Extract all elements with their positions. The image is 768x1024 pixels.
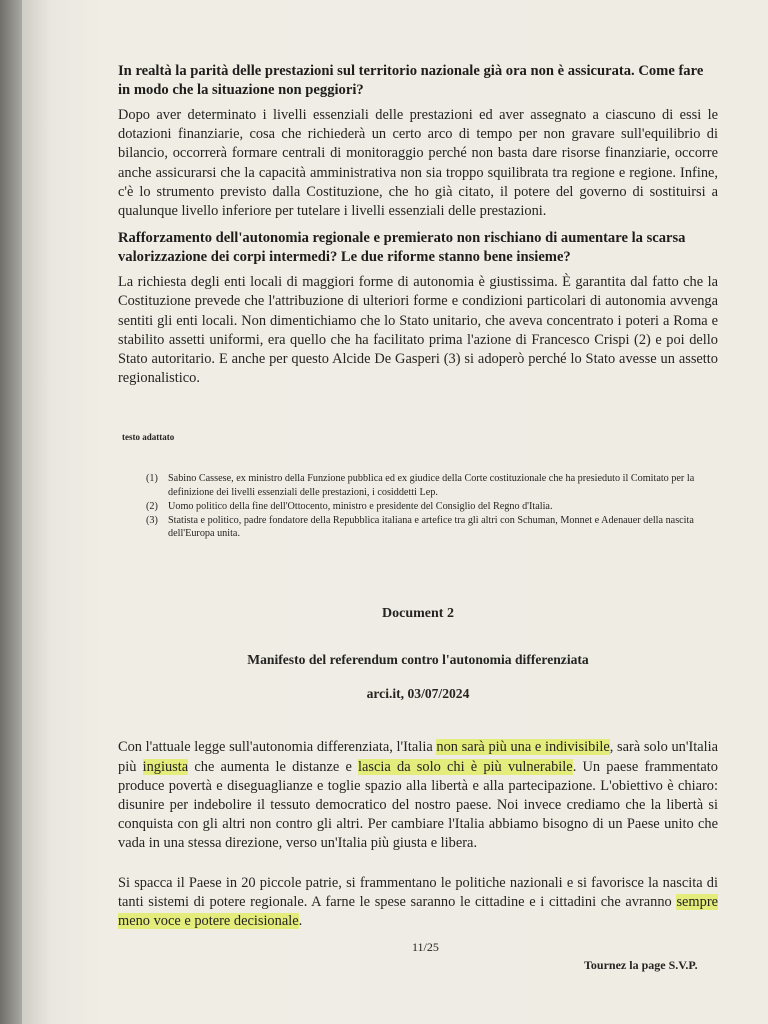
footnote-text: Uomo politico della fine dell'Ottocento, ministro e presidente del Consiglio del Regno d'Italia. [168,500,553,512]
text-run: Si spacca il Paese in 20 piccole patrie, si frammentano le politiche nazionali e si favorisce la nascita di tanti sistemi di potere regionale. A farne le spese saranno le cittadine e i cittadini che avranno [118,874,718,910]
highlighted-text: ingiusta [142,758,189,775]
highlighted-text: non sarà più una e indivisibile [436,739,610,756]
footnote-text: Sabino Cassese, ex ministro della Funzione pubblica ed ex giudice della Corte costituzionale che ha presieduto il Comitato per la definizione dei livelli essenziali delle prestazioni, i cosiddetti Lep. [168,473,695,498]
footnotes [146,472,706,540]
text-run: , sarà solo un'Italia più [118,739,719,775]
page-number: 11/25 [412,940,439,954]
adapted-text-label: testo adattato [122,432,175,443]
footnote-text: Statista e politico, padre fondatore della Repubblica italiana e artefice tra gli altri con Schuman, Monnet e Adenauer della nascita dell'Europa unita. [168,515,694,540]
manifesto-paragraph-2 [118,874,718,932]
interview-question-2: Rafforzamento dell'autonomia regionale e premierato non rischiano di aumentare la scarsa valorizzazione dei corpi intermedi? Le due riforme stanno bene insieme? [118,230,686,266]
footnote [146,500,706,513]
footnote-number: (1) [146,473,158,485]
text-run: Con l'attuale legge sull'autonomia differenziata, l'Italia [118,739,437,756]
footnote [146,472,706,498]
text-run: che aumenta le distanze e [188,758,359,775]
interview-question-1: In realtà la parità delle prestazioni sul territorio nazionale già ora non è assicurata. Come fare in modo che la situazione non peggiori? [118,63,704,98]
document-subtitle: Manifesto del referendum contro l'autonomia differenziata [247,652,589,668]
turn-page-note: Tournez la page S.V.P. [584,958,698,972]
text-run: . [298,913,303,930]
document-page [22,0,768,1024]
interview-answer-2: La richiesta degli enti locali di maggiori forme di autonomia è giustissima. È garantita dal fatto che la Costituzione prevede che l'attribuzione di ulteriori forme e condizioni particolari di autonomia avvenga sentiti gli enti locali. Non dimentichiamo che lo Stato unitario, che aveva concentrato i poteri a Roma e stabilito assetti uniformi, era quello che ha facilitato prima l'azione di Francesco Crispi (2) e poi dello Stato autoritario. E anche per questo Alcide De Gasperi (3) si adoperò perché lo Stato avesse un assetto regionalistico. [118,274,718,387]
text-run: . Un paese frammentato produce povertà e diseguaglianze e toglie spazio alla libertà e alla partecipazione. L'obiettivo è chiaro: disunire per indebolire il tessuto democratico del nostro paese. Noi invece crediamo che la libertà si conquista con gli altri non contro gli altri. Per cambiare l'Italia abbiamo bisogno di un Paese unito che vada in una stessa direzione, verso un'Italia più giusta e libera. [118,758,718,852]
interview-answer-1: Dopo aver determinato i livelli essenziali delle prestazioni ed aver assegnato a ciascuno di essi le dotazioni finanziarie, cosa che richiederà un certo arco di tempo per non gravare sull'equilibrio di bilancio, occorrerà formare centrali di monitoraggio perché non basta dare risorse finanziarie, occorre anche assicurarsi che la capacità amministrativa non sia troppo squilibrata tra regione e regione. Infine, c'è lo strumento previsto dalla Costituzione, che ho già citato, il potere del governo di sostituirsi a qualunque livello inferiore per tutelare i livelli essenziali delle prestazioni. [118,107,718,220]
footnote-number: (3) [146,515,158,527]
manifesto-paragraph-1 [118,738,718,853]
highlighted-text: sempre meno voce e potere decisionale [118,893,718,930]
document-title: Document 2 [382,606,454,622]
manifesto-body [118,738,718,931]
highlighted-text: lascia da solo chi è più vulnerabile [358,758,573,775]
binding-shadow [0,0,22,1024]
footnote [146,514,706,540]
footnote-number: (2) [146,500,158,512]
document-source: arci.it, 03/07/2024 [366,686,470,702]
page-content [118,62,718,951]
